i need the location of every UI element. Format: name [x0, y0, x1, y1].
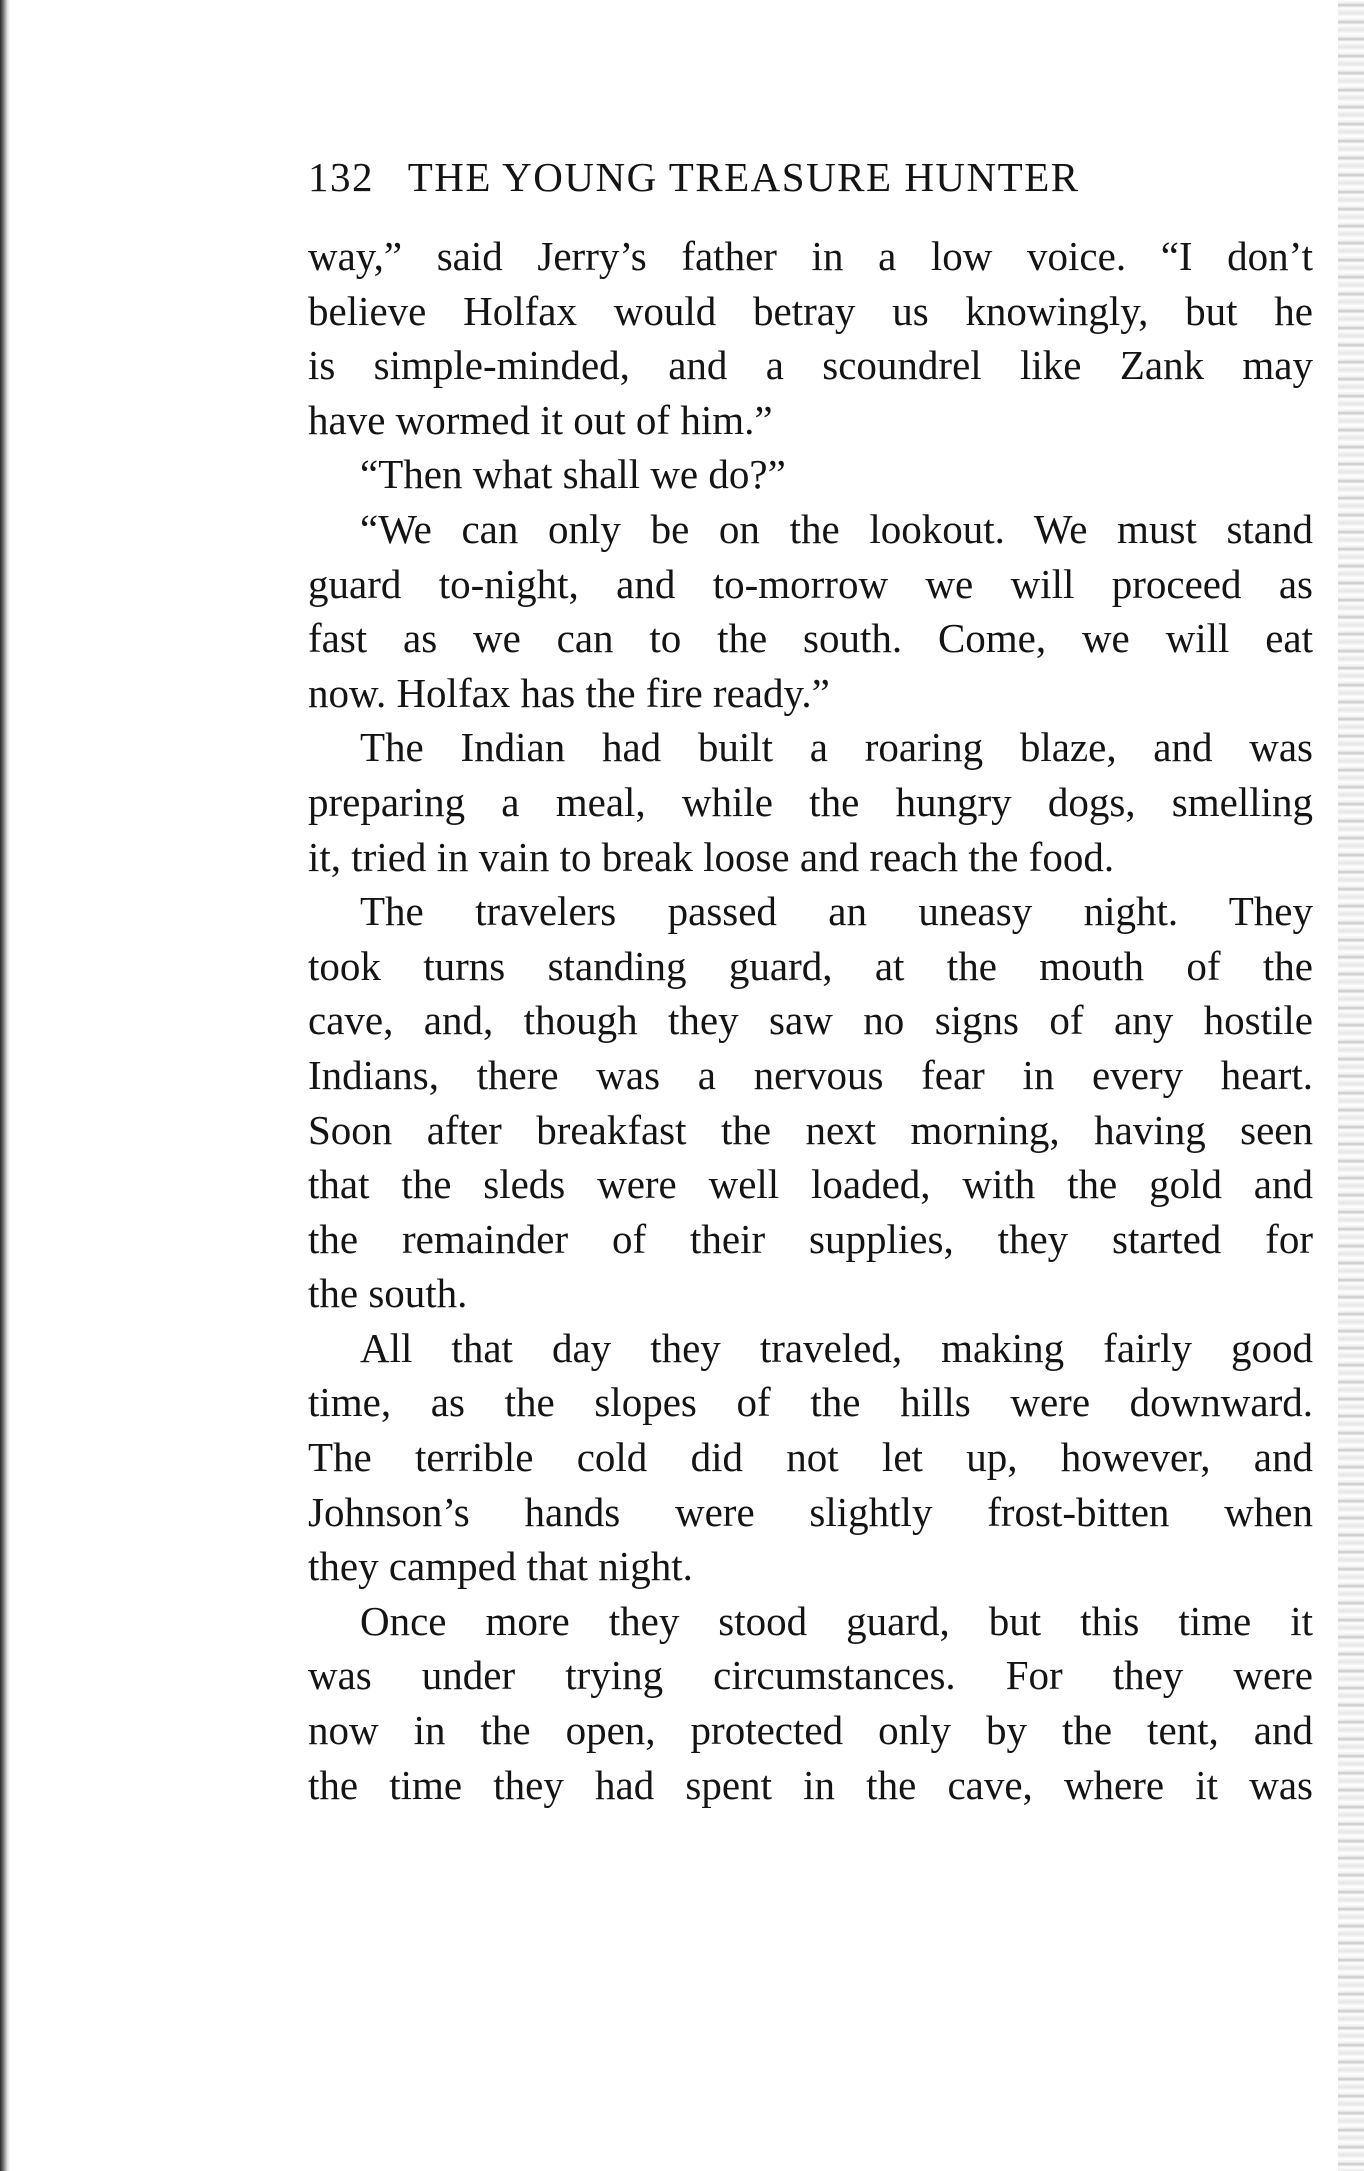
running-header — [308, 152, 1308, 202]
text-line: Indians, there was a nervous fear in every heart. — [308, 1051, 1313, 1098]
text-line: they camped that night. — [308, 1543, 693, 1590]
text-line: took turns standing guard, at the mouth of the — [308, 942, 1313, 989]
text-line: The Indian had built a roaring blaze, and was — [360, 724, 1313, 771]
text-line: the time they had spent in the cave, where it was — [308, 1761, 1313, 1808]
text-line: have wormed it out of him.” — [308, 396, 773, 443]
text-line: the south. — [308, 1270, 468, 1317]
text-line: now. Holfax has the fire ready.” — [308, 669, 830, 716]
text-line: it, tried in vain to break loose and reach the food. — [308, 833, 1115, 880]
text-line: Johnson’s hands were slightly frost-bitten when — [308, 1488, 1313, 1535]
text-line: fast as we can to the south. Come, we will eat — [308, 615, 1313, 662]
page-number: 132 — [308, 154, 374, 200]
text-line: that the sleds were well loaded, with the gold and — [308, 1161, 1313, 1208]
text-line: The terrible cold did not let up, however, and — [308, 1434, 1313, 1481]
text-line: believe Holfax would betray us knowingly, but he — [308, 287, 1313, 334]
text-line: preparing a meal, while the hungry dogs, smelling — [308, 778, 1313, 825]
text-line: now in the open, protected only by the tent, and — [308, 1707, 1313, 1754]
text-line: The travelers passed an uneasy night. They — [360, 888, 1313, 935]
text-line: way,” said Jerry’s father in a low voice. “I don’t — [308, 233, 1313, 279]
text-line: the remainder of their supplies, they started for — [308, 1215, 1313, 1262]
page-fore-edge — [1338, 0, 1364, 2171]
text-line: All that day they traveled, making fairly good — [360, 1324, 1313, 1371]
text-line: “We can only be on the lookout. We must stand — [360, 505, 1313, 552]
text-line: “Then what shall we do?” — [360, 451, 786, 498]
text-line: guard to-night, and to-morrow we will proceed as — [308, 560, 1313, 607]
text-line: cave, and, though they saw no signs of any hostile — [308, 997, 1313, 1044]
text-line: was under trying circumstances. For they were — [308, 1652, 1313, 1699]
running-title: THE YOUNG TREASURE HUNTER — [407, 154, 1080, 200]
text-line: is simple-minded, and a scoundrel like Zank may — [308, 342, 1313, 389]
text-line: Once more they stood guard, but this time it — [360, 1597, 1313, 1644]
text-line: time, as the slopes of the hills were downward. — [308, 1379, 1313, 1426]
text-line: Soon after breakfast the next morning, having seen — [308, 1106, 1313, 1153]
body-text — [308, 229, 1313, 1812]
page-binding-edge — [0, 0, 10, 2171]
